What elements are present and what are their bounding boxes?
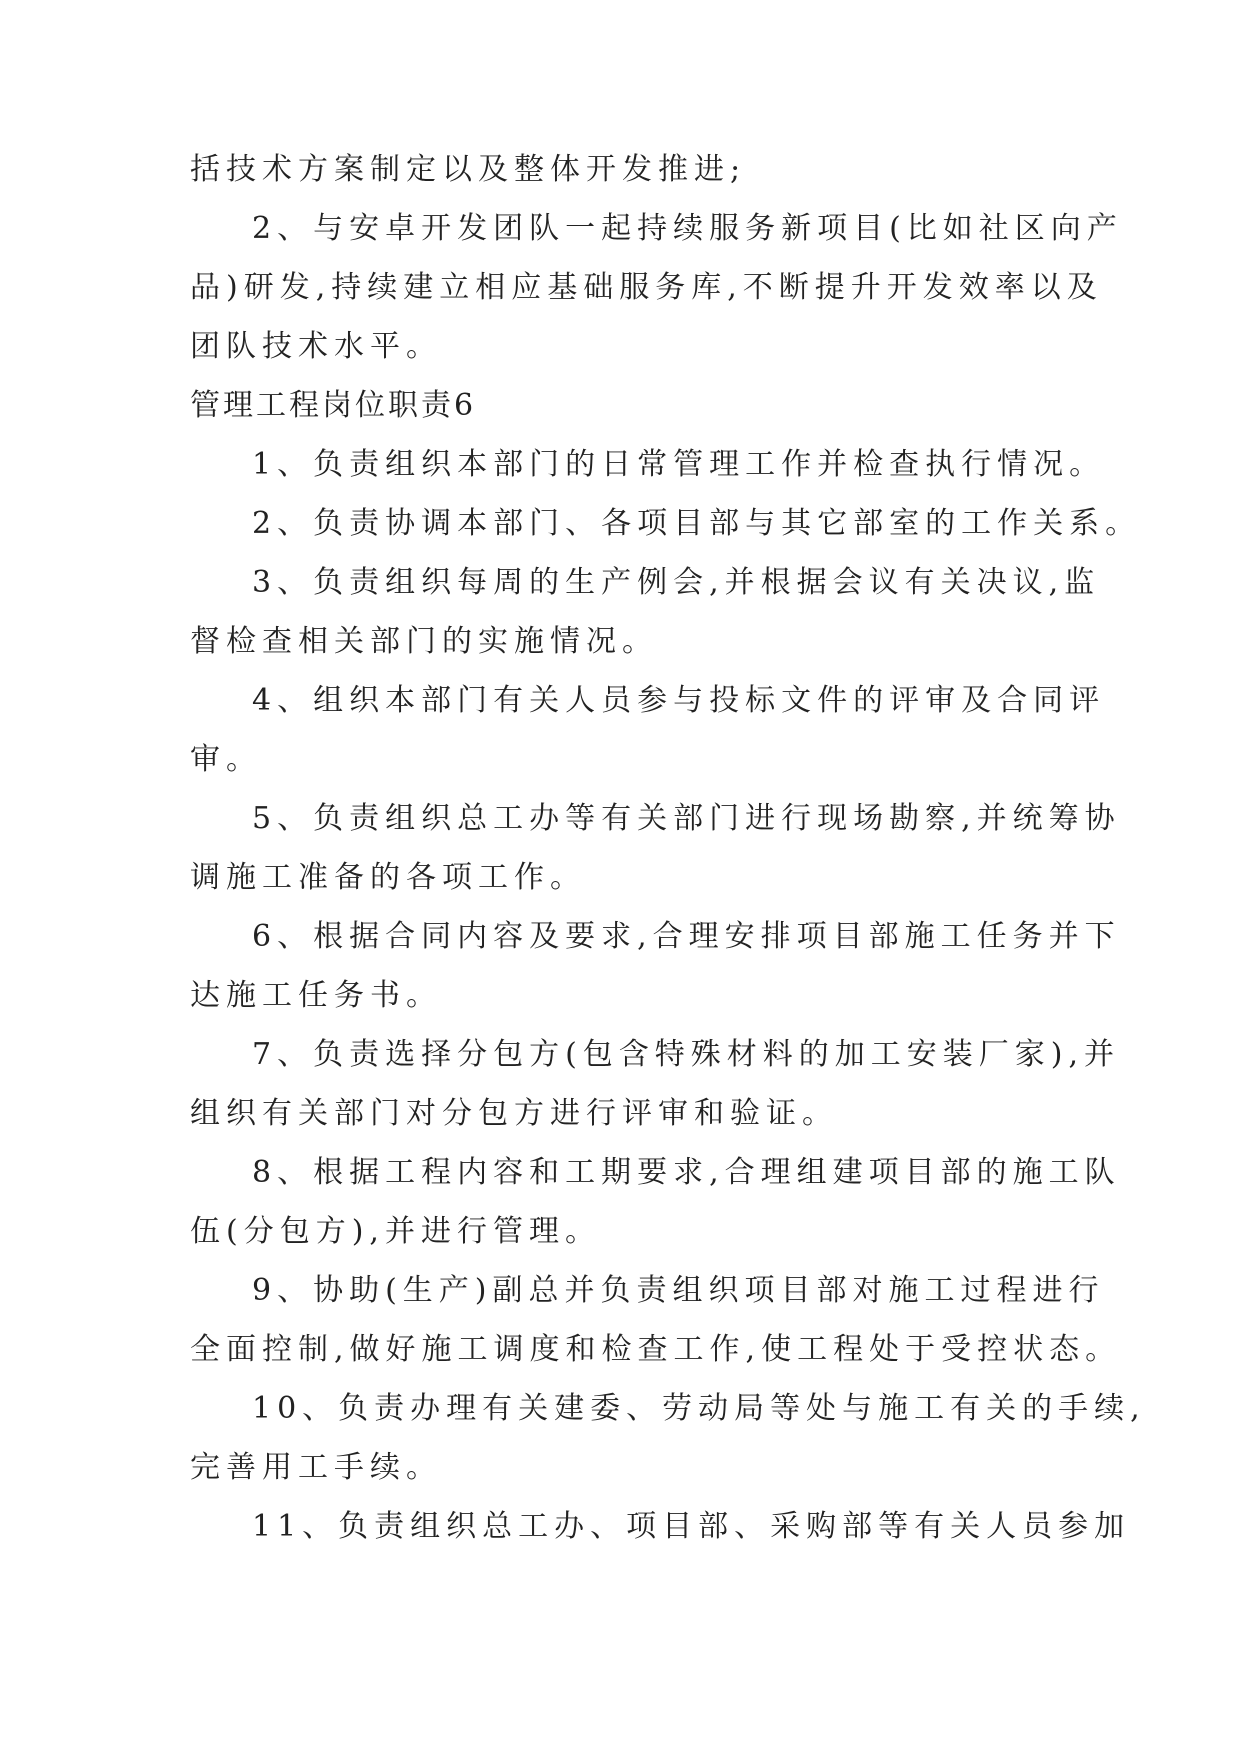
list-item-line: 5、负责组织总工办等有关部门进行现场勘察,并统筹协 (252, 801, 1121, 836)
list-item-line: 10、负责办理有关建委、劳动局等处与施工有关的手续, (252, 1391, 1146, 1426)
body-text-line: 全面控制,做好施工调度和检查工作,使工程处于受控状态。 (190, 1332, 1122, 1367)
body-text-line: 完善用工手续。 (190, 1450, 442, 1485)
body-text-line: 审。 (190, 742, 262, 777)
body-text-line: 督检查相关部门的实施情况。 (190, 624, 658, 659)
body-text-line: 括技术方案制定以及整体开发推进; (190, 152, 747, 187)
section-heading: 管理工程岗位职责6 (190, 388, 477, 423)
list-item-line: 9、协助(生产)副总并负责组织项目部对施工过程进行 (252, 1273, 1105, 1308)
body-text-line: 达施工任务书。 (190, 978, 442, 1013)
body-text-line: 品)研发,持续建立相应基础服务库,不断提升开发效率以及 (190, 270, 1103, 305)
body-text-line: 团队技术水平。 (190, 329, 442, 364)
body-text-line: 组织有关部门对分包方进行评审和验证。 (190, 1096, 838, 1131)
list-item-line: 6、根据合同内容及要求,合理安排项目部施工任务并下 (252, 919, 1121, 954)
list-item-line: 8、根据工程内容和工期要求,合理组建项目部的施工队 (252, 1155, 1121, 1190)
list-item-line: 2、与安卓开发团队一起持续服务新项目(比如社区向产 (252, 211, 1123, 246)
body-text-line: 调施工准备的各项工作。 (190, 860, 586, 895)
list-item-line: 3、负责组织每周的生产例会,并根据会议有关决议,监 (252, 565, 1101, 600)
body-text-line: 伍(分包方),并进行管理。 (190, 1214, 601, 1249)
list-item-line: 4、组织本部门有关人员参与投标文件的评审及合同评 (252, 683, 1106, 718)
list-item-line: 11、负责组织总工办、项目部、采购部等有关人员参加 (252, 1509, 1131, 1544)
list-item-line: 7、负责选择分包方(包含特殊材料的加工安装厂家),并 (252, 1037, 1121, 1072)
list-item-line: 1、负责组织本部门的日常管理工作并检查执行情况。 (252, 447, 1106, 482)
list-item-line: 2、负责协调本部门、各项目部与其它部室的工作关系。 (252, 506, 1142, 541)
